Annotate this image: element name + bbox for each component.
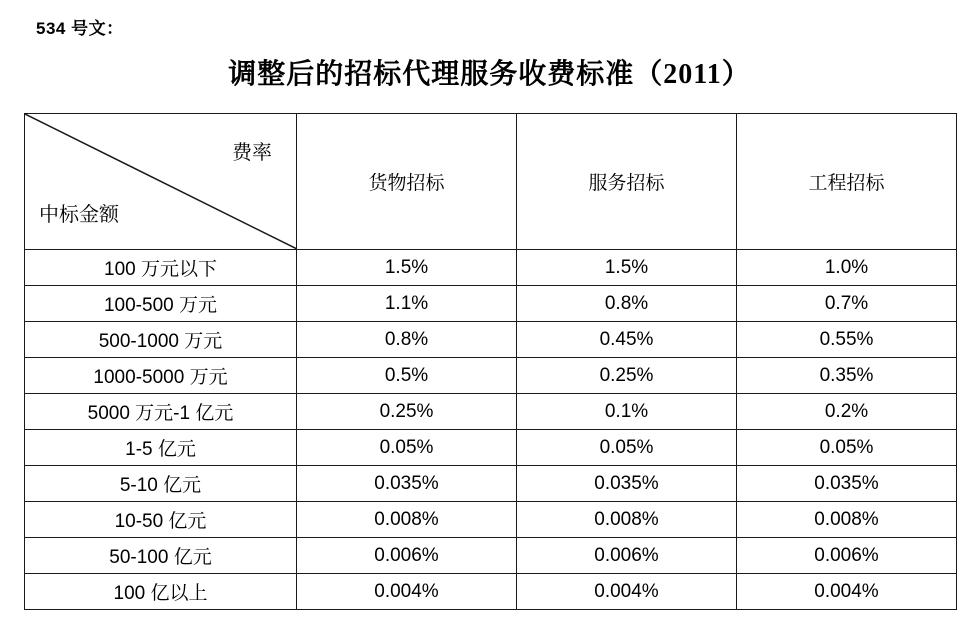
diagonal-divider-icon [25,114,297,249]
row-label: 10-50 亿元 [25,502,297,538]
row-value-service: 0.008% [517,502,737,538]
table-row [25,358,957,394]
row-value-goods: 0.25% [297,394,517,430]
table-row [25,466,957,502]
row-value-engineering: 1.0% [737,250,957,286]
table-row [25,286,957,322]
row-label: 500-1000 万元 [25,322,297,358]
row-value-service: 0.8% [517,286,737,322]
row-value-service: 0.1% [517,394,737,430]
table-row [25,322,957,358]
corner-amount-label: 中标金额 [39,204,119,226]
row-label: 1-5 亿元 [25,430,297,466]
row-value-goods: 0.008% [297,502,517,538]
row-label: 50-100 亿元 [25,538,297,574]
fee-standard-table [24,113,957,610]
row-value-goods: 0.05% [297,430,517,466]
table-row [25,430,957,466]
row-value-goods: 1.1% [297,286,517,322]
row-value-service: 0.05% [517,430,737,466]
row-label: 100 万元以下 [25,250,297,286]
row-value-engineering: 0.2% [737,394,957,430]
row-value-service: 0.006% [517,538,737,574]
row-label: 100 亿以上 [25,574,297,610]
row-value-service: 0.035% [517,466,737,502]
row-value-engineering: 0.05% [737,430,957,466]
row-value-goods: 1.5% [297,250,517,286]
table-row [25,502,957,538]
table-row [25,250,957,286]
row-value-engineering: 0.7% [737,286,957,322]
row-label: 1000-5000 万元 [25,358,297,394]
corner-rate-label: 费率 [232,142,272,164]
row-value-engineering: 0.008% [737,502,957,538]
row-value-goods: 0.004% [297,574,517,610]
row-value-engineering: 0.004% [737,574,957,610]
row-label: 100-500 万元 [25,286,297,322]
row-label: 5-10 亿元 [25,466,297,502]
row-value-engineering: 0.035% [737,466,957,502]
row-value-engineering: 0.35% [737,358,957,394]
table-corner-cell [25,114,297,250]
page-title: 调整后的招标代理服务收费标准（2011） [228,59,751,90]
fee-standard-table-container [24,113,956,610]
row-label: 5000 万元-1 亿元 [25,394,297,430]
table-row [25,538,957,574]
row-value-service: 1.5% [517,250,737,286]
column-header-engineering: 工程招标 [737,114,957,250]
row-value-engineering: 0.006% [737,538,957,574]
column-header-service: 服务招标 [517,114,737,250]
table-row [25,394,957,430]
row-value-goods: 0.035% [297,466,517,502]
row-value-goods: 0.5% [297,358,517,394]
row-value-engineering: 0.55% [737,322,957,358]
document-reference: 534 号文： [36,19,124,38]
row-value-service: 0.004% [517,574,737,610]
table-header-row [25,114,957,250]
table-row [25,574,957,610]
row-value-goods: 0.8% [297,322,517,358]
row-value-service: 0.25% [517,358,737,394]
column-header-goods: 货物招标 [297,114,517,250]
row-value-service: 0.45% [517,322,737,358]
row-value-goods: 0.006% [297,538,517,574]
